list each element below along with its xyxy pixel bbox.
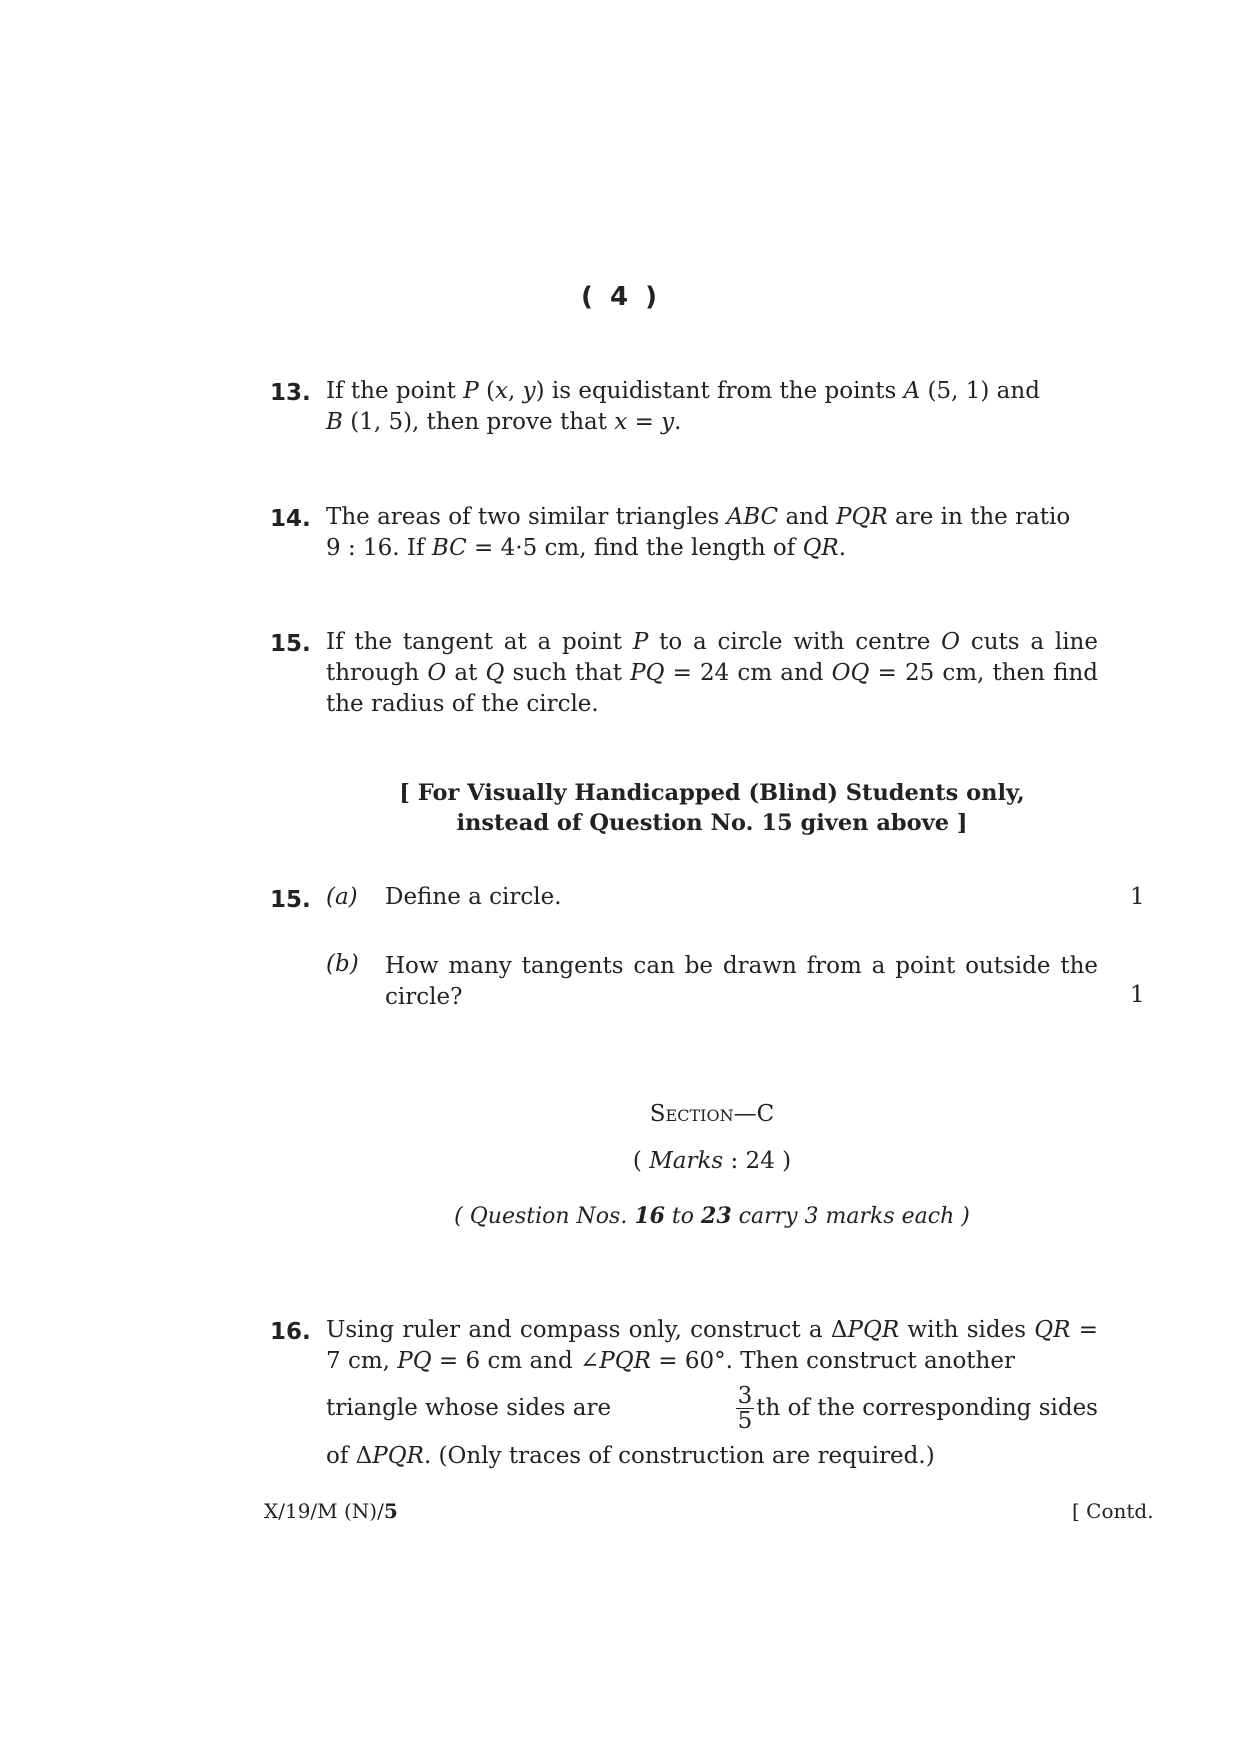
question-15-alt-number: 15. [270,887,311,913]
question-16-number: 16. [270,1319,311,1345]
question-15-number: 15. [270,631,311,657]
fraction-three-fifths: $\frac{3}{5}$ [737,1382,753,1434]
paper-code: X/19/M (N)/5 [264,1499,398,1523]
part-a-text: Define a circle. [385,884,562,910]
question-13-text: If the point P (x, y) is equidistant from the points A (5, 1) and B (1, 5), then prove that x = y. [326,378,1040,435]
part-b-marks: 1 [1130,982,1145,1008]
section-title: Section—C [649,1101,775,1127]
continued-label: [ Contd. [1072,1499,1154,1523]
part-b-label: (b) [326,951,359,977]
question-14-number: 14. [270,506,311,532]
note-line-1: [ For Visually Handicapped (Blind) Students only, [399,780,1025,806]
section-marks: ( Marks : 24 ) [632,1148,792,1174]
section-instruction: ( Question Nos. 16 to 23 carry 3 marks each ) [454,1203,970,1229]
part-a-marks: 1 [1130,884,1145,910]
note-line-2: instead of Question No. 15 given above ] [456,810,968,836]
question-14-text: The areas of two similar triangles ABC and PQR are in the ratio 9 : 16. If BC = 4·5 cm, find the length of QR. [326,504,1071,561]
part-b-text: How many tangents can be drawn from a point outside the circle? [385,953,1098,1010]
page-number: ( 4 ) [581,282,661,312]
question-15-text: If the tangent at a point P to a circle with centre O cuts a line through O at Q such that PQ = 24 cm and OQ = 25 cm, then find the radius of the circle. [326,629,1099,717]
question-13-number: 13. [270,380,311,406]
blind-students-note [0,778,1242,838]
question-16-text: Using ruler and compass only, construct a ΔPQR with sides QR = 7 cm, PQ = 6 cm and ∠PQR = 60°. Then construct another triangle whose sides are $\frac{3}{5}$ th of the corresponding sides of ΔPQR. (Only traces of construction are required.) [326,1317,1098,1469]
part-a-label: (a) [326,884,358,910]
